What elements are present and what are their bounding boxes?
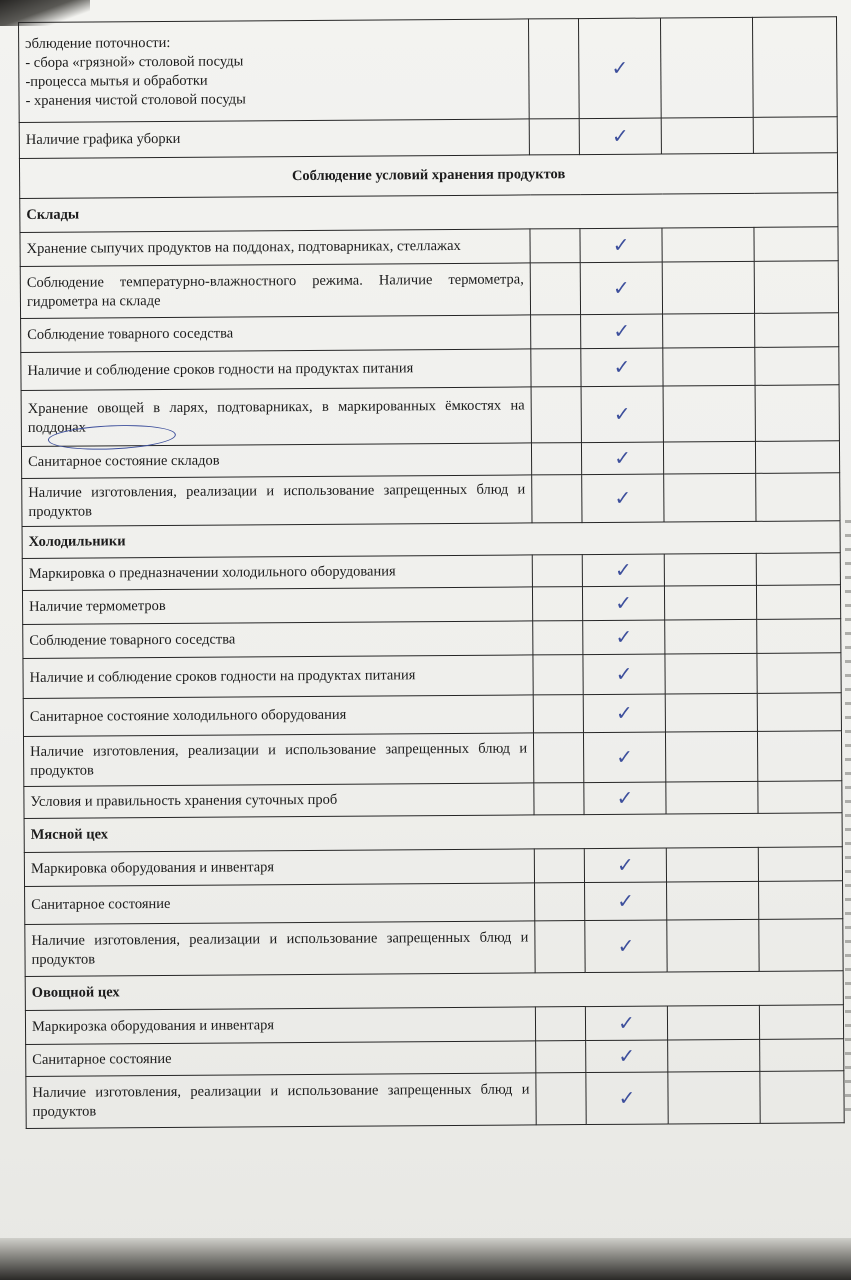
- group-row-ovoshnoy-tseh: [25, 971, 843, 1011]
- blank-cell: [533, 621, 583, 655]
- criterion-text: Наличие изготовления, реализации и использование запрещенных блюд и продуктов: [23, 733, 533, 787]
- criterion-text: Наличие термометров: [22, 587, 532, 625]
- blank-cell: [535, 921, 585, 973]
- blank-cell: [757, 731, 841, 782]
- table-row: [21, 347, 839, 391]
- blank-cell: [759, 919, 843, 972]
- blank-cell: [757, 653, 841, 694]
- checklist-body: [19, 17, 845, 1129]
- table-row: [25, 1005, 843, 1045]
- blank-cell: [752, 17, 837, 118]
- check-mark: ✓: [585, 1006, 667, 1041]
- blank-cell: [753, 117, 837, 154]
- blank-cell: [534, 849, 584, 883]
- blank-cell: [667, 919, 759, 972]
- group-title: Овощной цех: [25, 971, 843, 1011]
- blank-cell: [530, 229, 580, 263]
- blank-cell: [528, 19, 579, 119]
- blank-cell: [755, 347, 839, 386]
- blank-cell: [534, 783, 584, 815]
- criterion-line: ɔблюдение поточности:: [25, 34, 171, 52]
- table-row: [25, 919, 843, 977]
- criterion-text: Соблюдение температурно-влажностного режима. Наличие термометра, гидрометра на складе: [20, 263, 530, 319]
- blank-cell: [756, 585, 840, 620]
- blank-cell: [757, 619, 841, 654]
- check-mark: ✓: [586, 1072, 668, 1125]
- criterion-text: Соблюдение товарного соседства: [21, 315, 531, 353]
- criterion-line: -процесса мытья и обработки: [25, 72, 208, 90]
- criterion-line: - хранения чистой столовой посуды: [25, 90, 246, 109]
- blank-cell: [756, 553, 840, 586]
- blank-cell: [758, 781, 842, 814]
- table-row: [23, 693, 841, 737]
- check-mark: ✓: [581, 314, 663, 349]
- check-mark: ✓: [583, 732, 665, 783]
- blank-cell: [665, 731, 757, 782]
- blank-cell: [666, 847, 758, 882]
- criterion-text: Наличие и соблюдение сроков годности на продуктах питания: [21, 349, 531, 391]
- check-mark: ✓: [585, 882, 667, 921]
- checklist-table: [18, 16, 845, 1129]
- blank-cell: [533, 695, 583, 733]
- blank-cell: [530, 263, 580, 315]
- criterion-text: Наличие изготовления, реализации и использование запрещенных блюд и продуктов: [22, 475, 532, 527]
- photo-bottom-shadow: [0, 1238, 851, 1280]
- blank-cell: [535, 883, 585, 921]
- blank-cell: [532, 555, 582, 587]
- check-mark: ✓: [582, 554, 664, 587]
- table-row: [23, 619, 841, 659]
- criterion-cleaning-schedule: Наличие графика уборки: [19, 119, 529, 159]
- blank-cell: [665, 693, 757, 732]
- check-mark: ✓: [583, 620, 665, 655]
- blank-cell: [665, 653, 757, 694]
- blank-cell: [754, 227, 838, 262]
- blank-cell: [755, 385, 839, 442]
- check-mark: ✓: [585, 920, 667, 973]
- table-row: [20, 227, 838, 267]
- criterion-text: Санитарное состояние холодильного оборудования: [23, 695, 533, 737]
- blank-cell: [754, 261, 838, 314]
- blank-cell: [667, 1005, 759, 1040]
- criterion-text: Наличие изготовления, реализации и использование запрещенных блюд и продуктов: [25, 921, 535, 977]
- table-row: [26, 1071, 844, 1129]
- check-mark: ✓: [582, 586, 664, 621]
- blank-cell: [531, 443, 581, 475]
- criterion-text: Наличие изготовления, реализации и использование запрещенных блюд и продуктов: [26, 1073, 536, 1129]
- blank-cell: [662, 227, 754, 262]
- section-row: [19, 153, 837, 199]
- criterion-text: Санитарное состояние: [26, 1041, 536, 1077]
- blank-cell: [532, 475, 582, 523]
- check-mark: ✓: [581, 386, 663, 443]
- criterion-flow: [19, 19, 530, 123]
- blank-cell: [663, 385, 755, 442]
- blank-cell: [664, 473, 756, 522]
- check-mark: ✓: [586, 1040, 668, 1073]
- table-row: [22, 585, 840, 625]
- blank-cell: [663, 441, 755, 474]
- blank-cell: [531, 315, 581, 349]
- table-row: [23, 731, 841, 787]
- criterion-text: Маркировка оборудования и инвентаря: [24, 849, 534, 887]
- check-mark: ✓: [584, 782, 666, 815]
- check-mark: ✓: [582, 474, 664, 523]
- blank-cell: [662, 261, 754, 314]
- blank-cell: [536, 1041, 586, 1073]
- blank-cell: [663, 347, 755, 386]
- blank-cell: [757, 693, 841, 732]
- table-row: [21, 313, 839, 353]
- blank-cell: [665, 619, 757, 654]
- check-mark: ✓: [580, 262, 662, 315]
- blank-cell: [664, 585, 756, 620]
- blank-cell: [667, 881, 759, 920]
- blank-cell: [668, 1071, 760, 1124]
- check-mark: ✓: [583, 694, 665, 733]
- blank-cell: [664, 553, 756, 586]
- table-row: [21, 385, 839, 447]
- binding-holes: [845, 520, 851, 1120]
- criterion-text: Маркирозка оборудования и инвентаря: [25, 1007, 535, 1045]
- criterion-line: - сбора «грязной» столовой посуды: [25, 52, 244, 71]
- checklist-sheet: [18, 16, 844, 1168]
- table-row: [23, 653, 841, 699]
- blank-cell: [755, 313, 839, 348]
- check-mark: ✓: [578, 18, 661, 119]
- blank-cell: [660, 17, 753, 118]
- criterion-text: Хранение овощей в ларях, подтоварниках, в маркированных ёмкостях на поддонах: [21, 387, 531, 447]
- table-row: [20, 261, 838, 319]
- criterion-text: Соблюдение товарного соседства: [23, 621, 533, 659]
- blank-cell: [666, 781, 758, 814]
- blank-cell: [760, 1071, 844, 1124]
- blank-cell: [533, 733, 583, 783]
- blank-cell: [531, 387, 581, 443]
- criterion-text: Наличие и соблюдение сроков годности на продуктах питания: [23, 655, 533, 699]
- check-mark: ✓: [581, 348, 663, 387]
- table-row-flow: [19, 17, 838, 123]
- check-mark: ✓: [581, 442, 663, 475]
- table-row: [24, 847, 842, 887]
- table-row: [22, 473, 840, 527]
- criterion-text: Санитарное состояние складов: [21, 443, 531, 479]
- table-row-schedule: [19, 117, 837, 159]
- blank-cell: [661, 117, 753, 154]
- criterion-text: Хранение сыпучих продуктов на поддонах, подтоварниках, стеллажах: [20, 229, 530, 267]
- criterion-text: Условия и правильность хранения суточных проб: [24, 783, 534, 819]
- criterion-text: Санитарное состояние: [25, 883, 535, 925]
- group-title: Холодильники: [22, 521, 840, 559]
- check-mark: ✓: [580, 228, 662, 263]
- section-title: Соблюдение условий хранения продуктов: [19, 153, 837, 199]
- check-mark: ✓: [579, 118, 661, 155]
- group-row-myasnoy-tseh: [24, 813, 842, 853]
- blank-cell: [536, 1073, 586, 1125]
- blank-cell: [535, 1007, 585, 1041]
- group-title: Склады: [20, 193, 838, 233]
- blank-cell: [531, 349, 581, 387]
- blank-cell: [529, 119, 579, 155]
- blank-cell: [668, 1039, 760, 1072]
- blank-cell: [758, 847, 842, 882]
- blank-cell: [756, 473, 840, 522]
- blank-cell: [759, 881, 843, 920]
- group-row-sklady: [20, 193, 838, 233]
- blank-cell: [755, 441, 839, 474]
- check-mark: ✓: [584, 848, 666, 883]
- blank-cell: [663, 313, 755, 348]
- group-title: Мясной цех: [24, 813, 842, 853]
- blank-cell: [759, 1005, 843, 1040]
- criterion-text: Маркировка о предназначении холодильного оборудования: [22, 555, 532, 591]
- blank-cell: [532, 587, 582, 621]
- blank-cell: [760, 1039, 844, 1072]
- check-mark: ✓: [583, 654, 665, 695]
- table-row: [25, 881, 843, 925]
- blank-cell: [533, 655, 583, 695]
